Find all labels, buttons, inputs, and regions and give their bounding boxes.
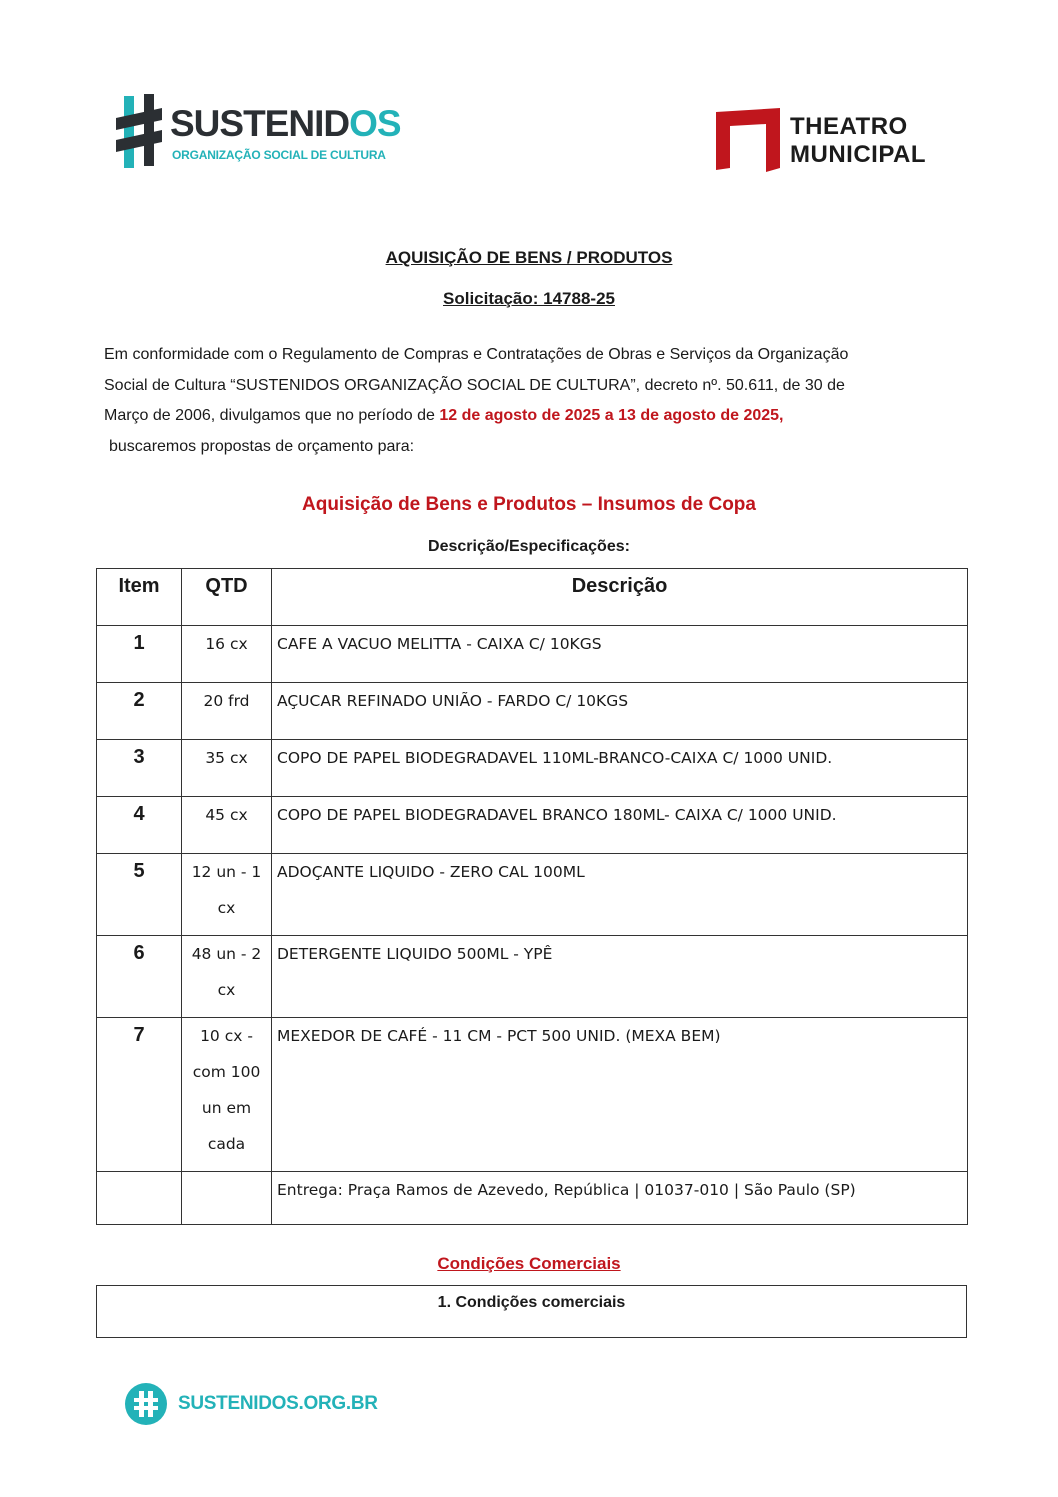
item-number: 1 [97, 626, 182, 683]
quantity-line: 20 frd [203, 692, 250, 710]
delivery-address: Entrega: Praça Ramos de Azevedo, República | 01037-010 | São Paulo (SP) [272, 1172, 968, 1225]
item-quantity [182, 797, 272, 854]
item-description: AÇUCAR REFINADO UNIÃO - FARDO C/ 10KGS [272, 683, 968, 740]
item-description: COPO DE PAPEL BIODEGRADAVEL 110ML-BRANCO-CAIXA C/ 1000 UNID. [272, 740, 968, 797]
item-number: 6 [97, 936, 182, 1018]
item-description: CAFE A VACUO MELITTA - CAIXA C/ 10KGS [272, 626, 968, 683]
hash-logo-icon [116, 94, 162, 170]
spec-title: Descrição/Especificações: [428, 538, 630, 555]
table-row [97, 854, 968, 936]
table-row [97, 797, 968, 854]
conditions-box [96, 1285, 967, 1338]
theatro-line2: MUNICIPAL [790, 141, 927, 168]
quantity-line: 45 cx [205, 806, 248, 824]
sustenidos-logo [116, 94, 401, 172]
quantity-line: 12 un - 1 [191, 863, 262, 881]
item-quantity [182, 854, 272, 936]
footer-hash-icon [125, 1383, 167, 1425]
item-number: 4 [97, 797, 182, 854]
footer-url[interactable]: SUSTENIDOS.ORG.BR [178, 1393, 378, 1414]
item-number: 5 [97, 854, 182, 936]
header-qty: QTD [182, 569, 272, 626]
conditions-box-label: 1. Condições comerciais [437, 1294, 626, 1311]
sustenidos-tagline: ORGANIZAÇÃO SOCIAL DE CULTURA [172, 148, 386, 162]
item-quantity [182, 936, 272, 1018]
intro-paragraph [104, 340, 954, 463]
empty-cell [97, 1172, 182, 1225]
table-row [97, 1018, 968, 1172]
item-quantity [182, 626, 272, 683]
table-row [97, 626, 968, 683]
intro-line-1: Em conformidade com o Regulamento de Compras e Contratações de Obras e Serviços da Organização [104, 346, 849, 363]
item-description: MEXEDOR DE CAFÉ - 11 CM - PCT 500 UNID. (MEXA BEM) [272, 1018, 968, 1172]
table-row [97, 936, 968, 1018]
quantity-line: 10 cx - [200, 1027, 253, 1045]
item-description: ADOÇANTE LIQUIDO - ZERO CAL 100ML [272, 854, 968, 936]
conditions-heading: Condições Comerciais [437, 1254, 621, 1273]
item-number: 7 [97, 1018, 182, 1172]
quantity-line: cada [207, 1135, 246, 1153]
delivery-row [97, 1172, 968, 1225]
theatro-arch-icon [716, 108, 780, 172]
table-row [97, 740, 968, 797]
quantity-line: 16 cx [205, 635, 248, 653]
header-description: Descrição [272, 569, 968, 626]
theatro-line1: THEATRO [790, 113, 908, 140]
footer-brand [125, 1383, 425, 1425]
item-quantity [182, 740, 272, 797]
quantity-line: 48 un - 2 [191, 945, 262, 963]
item-quantity [182, 1018, 272, 1172]
quantity-line: cx [217, 981, 236, 999]
document-title: AQUISIÇÃO DE BENS / PRODUTOS [385, 248, 673, 267]
header-item: Item [97, 569, 182, 626]
period-highlight: 12 de agosto de 2025 a 13 de agosto de 2025, [439, 407, 784, 425]
sustenidos-wordmark: SUSTENIDOS [170, 103, 401, 144]
quantity-line: com 100 [192, 1063, 261, 1081]
intro-line-3: Março de 2006, divulgamos que no período de 12 de agosto de 2025 a 13 de agosto de 2025, [104, 407, 784, 425]
intro-line-2: Social de Cultura “SUSTENIDOS ORGANIZAÇÃO SOCIAL DE CULTURA”, decreto nº. 50.611, de 30 de [104, 376, 845, 394]
item-quantity [182, 683, 272, 740]
quantity-line: 35 cx [205, 749, 248, 767]
solicitation-number: Solicitação: 14788-25 [443, 289, 615, 308]
quantity-line: un em [201, 1099, 252, 1117]
section-title: Aquisição de Bens e Produtos – Insumos de Copa [302, 494, 756, 515]
table-row [97, 683, 968, 740]
item-description: COPO DE PAPEL BIODEGRADAVEL BRANCO 180ML- CAIXA C/ 1000 UNID. [272, 797, 968, 854]
item-number: 2 [97, 683, 182, 740]
theatro-municipal-logo [716, 108, 956, 174]
items-table [96, 568, 968, 1225]
empty-cell [182, 1172, 272, 1225]
item-description: DETERGENTE LIQUIDO 500ML - YPÊ [272, 936, 968, 1018]
intro-line-4: buscaremos propostas de orçamento para: [109, 438, 415, 456]
quantity-line: cx [217, 899, 236, 917]
item-number: 3 [97, 740, 182, 797]
